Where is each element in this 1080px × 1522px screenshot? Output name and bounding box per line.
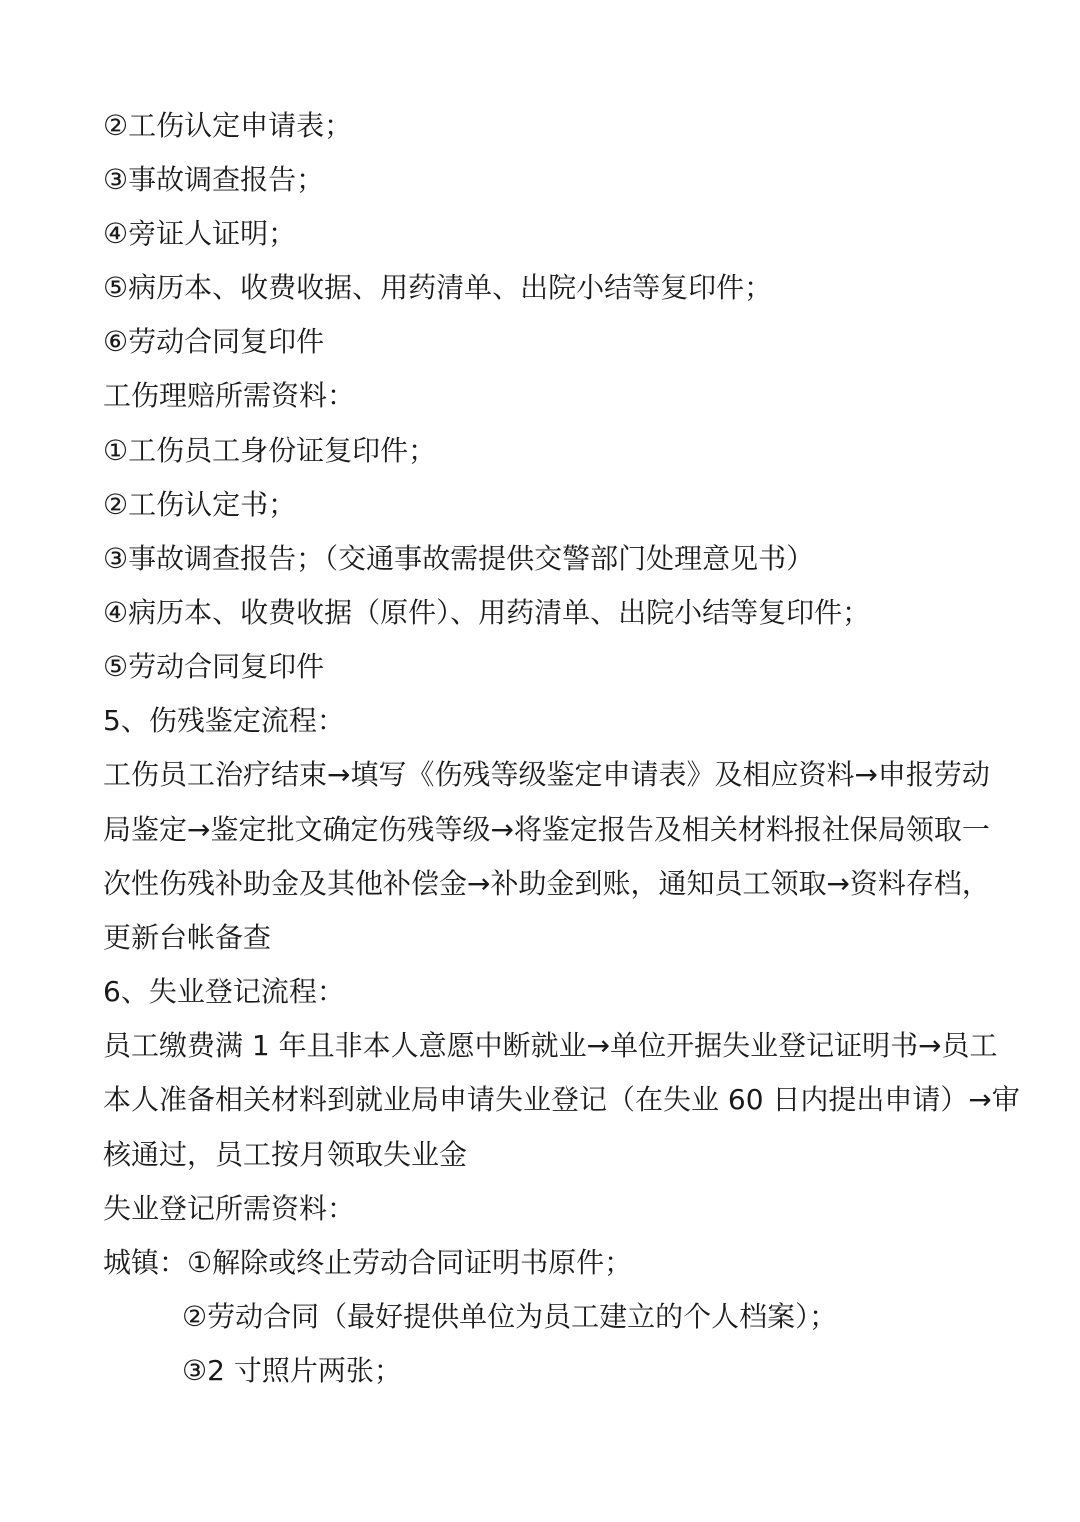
list-item: ④旁证人证明； [103,217,297,250]
paragraph-line: 局鉴定→鉴定批文确定伤残等级→将鉴定报告及相关材料报社保局领取一 [103,813,990,846]
list-item: ①工伤员工身份证复印件； [103,434,437,467]
list-item: ⑤劳动合同复印件 [103,650,325,683]
list-item: ②工伤认定申请表； [103,109,353,142]
list-item: ②工伤认定书； [103,488,297,521]
list-item: 城镇：①解除或终止劳动合同证明书原件； [103,1246,633,1279]
section-heading: 5、伤残鉴定流程： [103,704,345,737]
list-item: ⑥劳动合同复印件 [103,325,325,358]
paragraph-line: 工伤员工治疗结束→填写《伤残等级鉴定申请表》及相应资料→申报劳动 [103,758,990,791]
list-item: ②劳动合同（最好提供单位为员工建立的个人档案）； [182,1300,838,1333]
section-heading: 6、失业登记流程： [103,975,345,1008]
paragraph-line: 员工缴费满 1 年且非本人意愿中断就业→单位开据失业登记证明书→员工 [103,1029,998,1062]
paragraph-line: 核通过，员工按月领取失业金 [103,1138,468,1171]
paragraph-line: 次性伤残补助金及其他补偿金→补助金到账，通知员工领取→资料存档， [103,867,990,900]
list-item: ④病历本、收费收据（原件）、用药清单、出院小结等复印件； [103,596,871,629]
list-item: ③事故调查报告；（交通事故需提供交警部门处理意见书） [103,542,815,575]
section-heading: 工伤理赔所需资料： [103,379,356,412]
list-item: ⑤病历本、收费收据、用药清单、出院小结等复印件； [103,271,773,304]
paragraph-line: 本人准备相关材料到就业局申请失业登记（在失业 60 日内提出申请）→审 [103,1083,1020,1116]
paragraph-line: 更新台帐备查 [103,921,272,954]
list-item: ③事故调查报告； [103,163,325,196]
section-heading: 失业登记所需资料： [103,1192,356,1225]
list-item: ③2 寸照片两张； [182,1354,402,1387]
